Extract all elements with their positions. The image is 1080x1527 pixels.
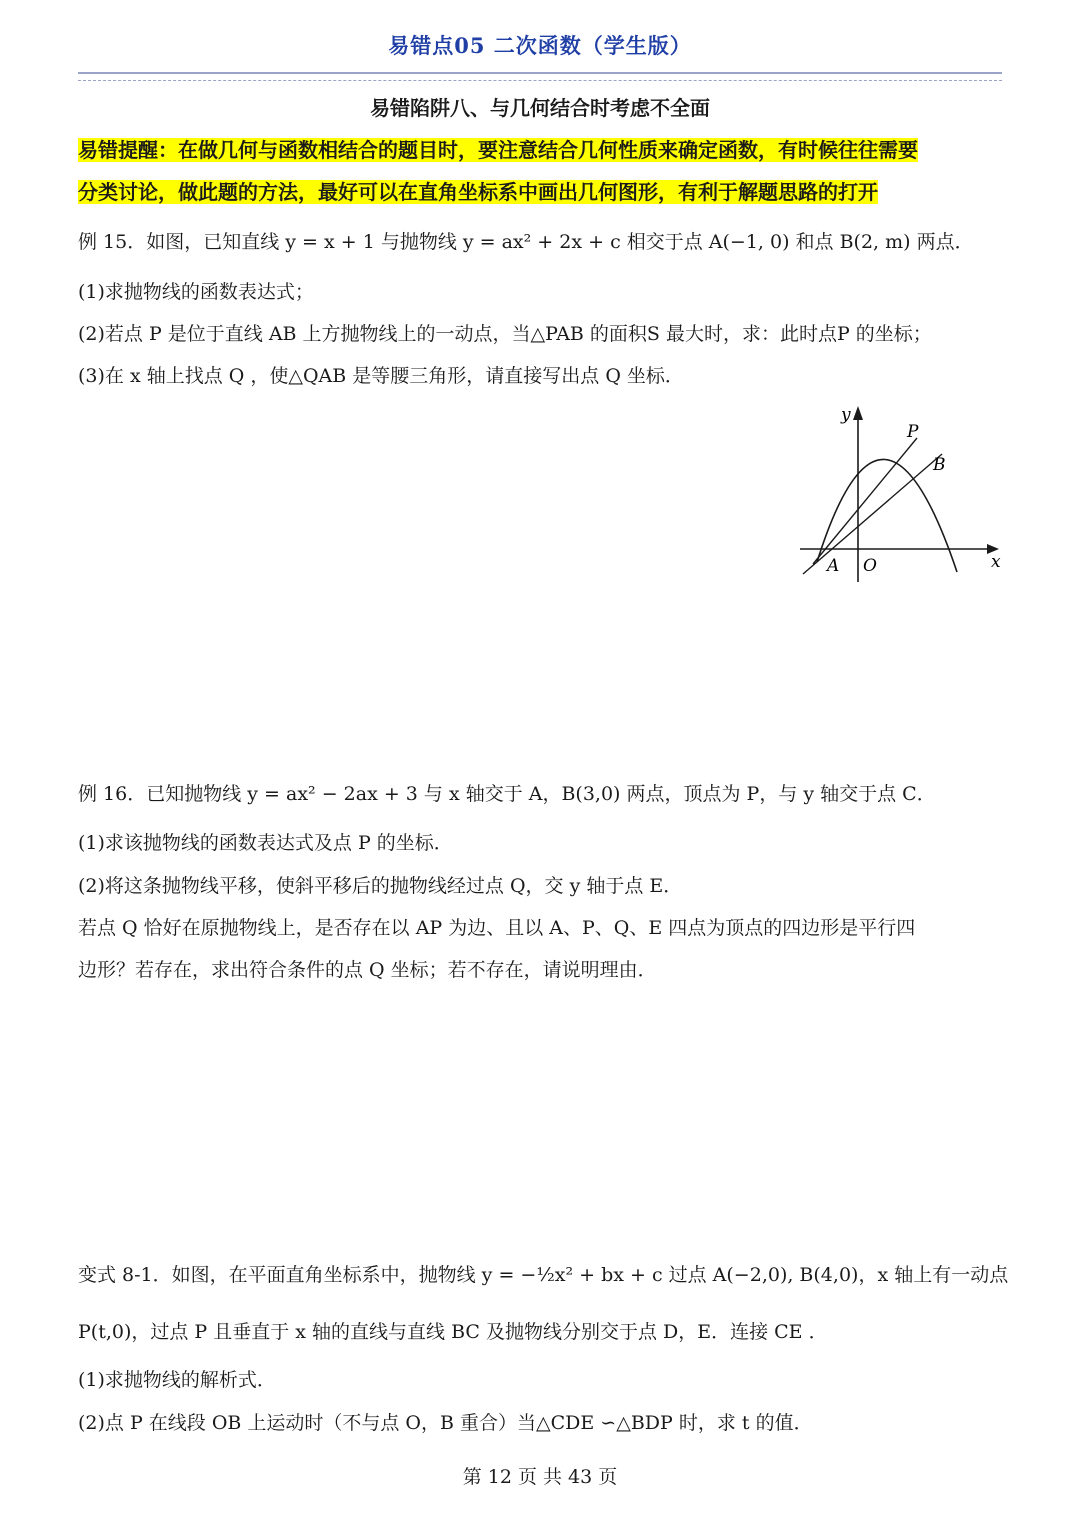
label-A: A	[827, 556, 840, 576]
variant-8-1-question-1: (1)求抛物线的解析式．	[78, 1369, 276, 1391]
example-15-stem: 例 15．如图，已知直线 y = x + 1 与抛物线 y = ax² + 2x + c 相交于点 A(−1, 0) 和点 B(2, m) 两点．	[78, 231, 974, 253]
line-AP	[813, 438, 917, 564]
example-16-stem: 例 16．已知抛物线 y = ax² − 2ax + 3 与 x 轴交于 A，B(3,0) 两点，顶点为 P，与 y 轴交于点 C．	[78, 783, 936, 805]
y-axis-arrow-icon	[853, 406, 863, 420]
page-footer: 第 12 页 共 43 页	[462, 1466, 618, 1488]
example-15-figure	[795, 402, 1005, 588]
example-16-question-2: (2)将这条抛物线平移，使斜平移后的抛物线经过点 Q，交 y 轴于点 E．	[78, 875, 683, 897]
label-O: O	[863, 556, 877, 576]
label-x: x	[991, 552, 1001, 572]
example-15-question-2: (2)若点 P 是位于直线 AB 上方抛物线上的一动点，当△PAB 的面积S 最大时，求：此时点P 的坐标；	[78, 323, 932, 345]
example-16-question-3-line-1: 若点 Q 恰好在原抛物线上，是否存在以 AP 为边、且以 A、P、Q、E 四点为顶点的四边形是平行四	[78, 917, 916, 939]
variant-8-1-stem-line-2: P(t,0)，过点 P 且垂直于 x 轴的直线与直线 BC 及抛物线分别交于点 D，E．连接 CE ．	[78, 1321, 828, 1343]
variant-8-1-question-2: (2)点 P 在线段 OB 上运动时（不与点 O，B 重合）当△CDE ∽△BDP 时，求 t 的值．	[78, 1412, 813, 1434]
variant-8-1-stem-line-1: 变式 8-1．如图，在平面直角坐标系中，抛物线 y = −½x² + bx + c 过点 A(−2,0), B(4,0)，x 轴上有一动点	[78, 1264, 1009, 1286]
section-title: 易错陷阱八、与几何结合时考虑不全面	[370, 96, 710, 120]
label-y: y	[841, 405, 851, 425]
label-P: P	[907, 422, 919, 442]
warning-line-2: 分类讨论，做此题的方法，最好可以在直角坐标系中画出几何图形，有利于解题思路的打开	[78, 180, 878, 204]
example-16-question-1: (1)求该抛物线的函数表达式及点 P 的坐标．	[78, 832, 453, 854]
page-header-title: 易错点05 二次函数（学生版）	[388, 33, 692, 58]
example-15-question-3: (3)在 x 轴上找点 Q ，使△QAB 是等腰三角形，请直接写出点 Q 坐标．	[78, 365, 684, 387]
example-16-question-3-line-2: 边形？若存在，求出符合条件的点 Q 坐标；若不存在，请说明理由．	[78, 959, 657, 981]
example-15-question-1: (1)求抛物线的函数表达式；	[78, 281, 314, 303]
label-B: B	[933, 455, 946, 475]
warning-line-1: 易错提醒：在做几何与函数相结合的题目时，要注意结合几何性质来确定函数，有时候往往需要	[78, 138, 918, 162]
header-divider	[78, 72, 1002, 81]
